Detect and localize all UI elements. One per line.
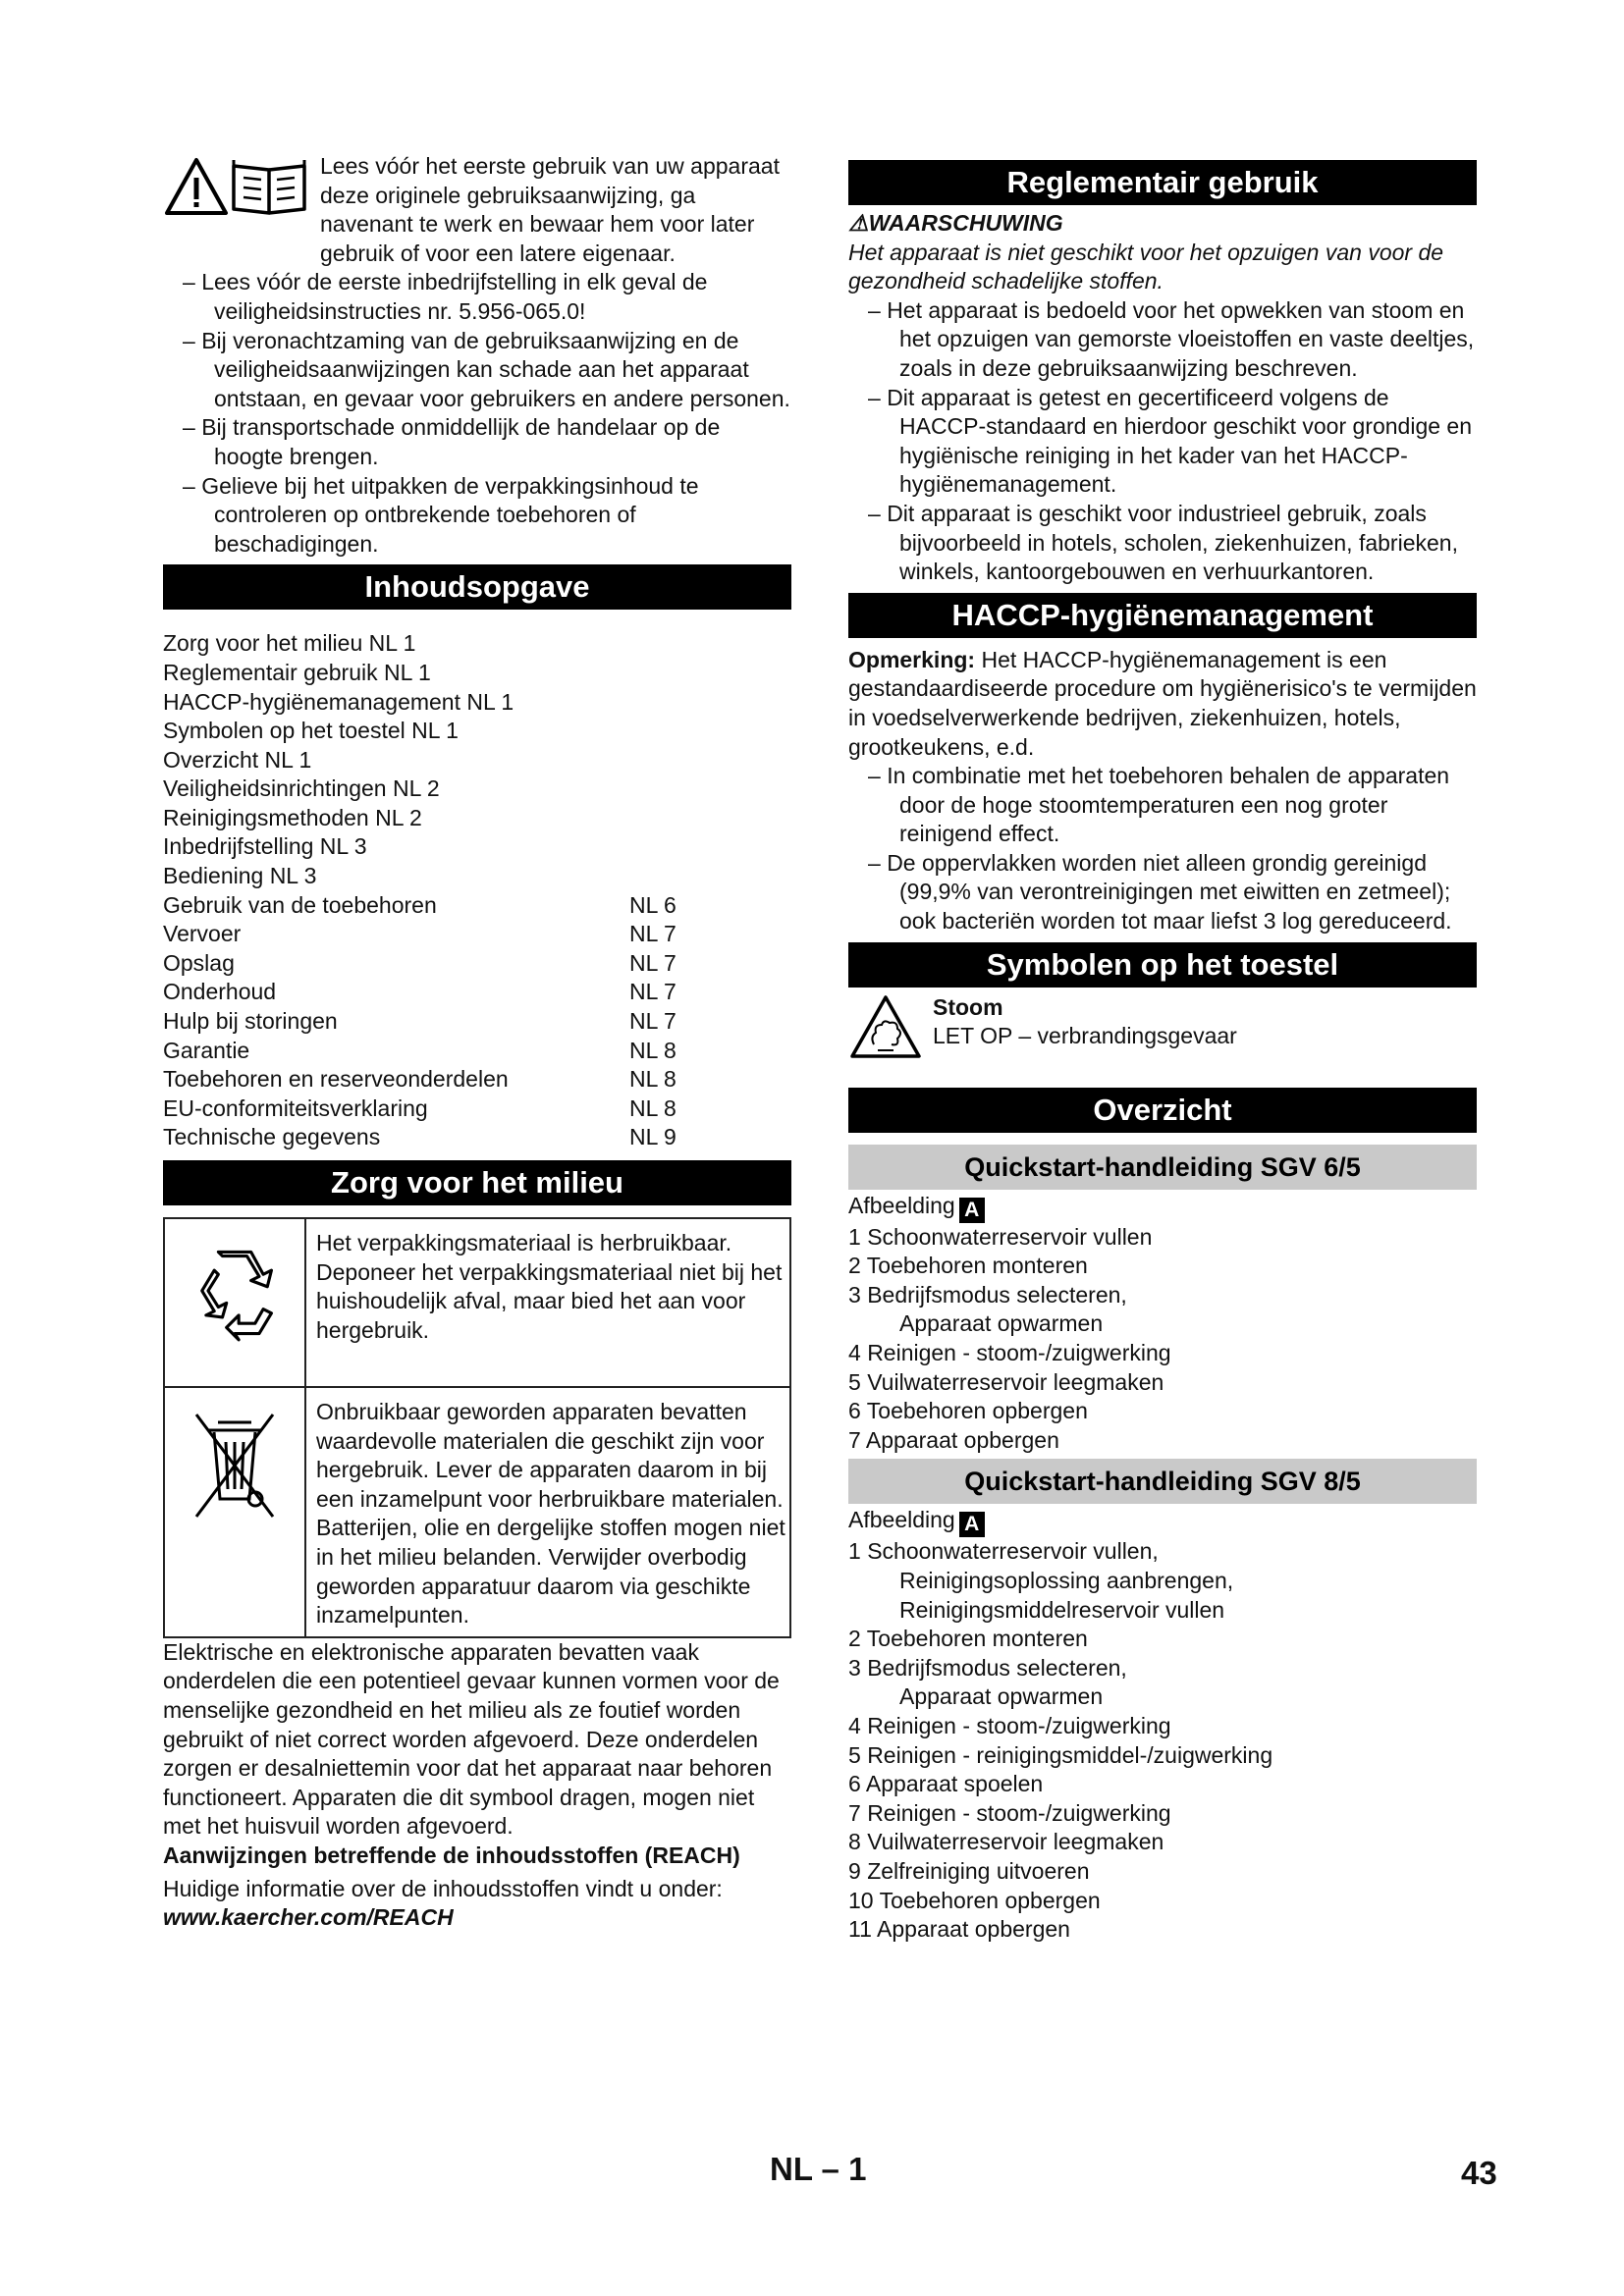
quickstart-heading-sgv-8-5: Quickstart-handleiding SGV 8/5 [848, 1459, 1477, 1504]
toc-entry[interactable]: Opslag NL 7 [163, 949, 677, 976]
page-number: 43 [1461, 2155, 1497, 2191]
list-item-sub: Reinigingsoplossing aanbrengen, [899, 1568, 1234, 1593]
intro-paragraph: Lees vóór het eerste gebruik van uw apparaat deze originele gebruiksaanwijzing, ga navenant te werk en bewaar hem voor later gebruik of voor een latere eigenaar. [320, 153, 780, 266]
footer-section-label: NL – 1 [770, 2151, 867, 2187]
list-item: 2 Toebehoren monteren [848, 1626, 1088, 1652]
list-item: 1 Schoonwaterreservoir vullen, [848, 1538, 1159, 1565]
intro-bullet: – Lees vóór de eerste inbedrijfstelling in elk geval de veiligheidsinstructies nr. 5.956-065.0! [183, 269, 708, 324]
stoom-text: LET OP – verbrandingsgevaar [933, 1023, 1237, 1049]
intro-bullet: – Bij veronachtzaming van de gebruiksaanwijzing en de veiligheidsaanwijzingen kan schade aan het apparaat ontstaan, en gevaar voor gebruikers en andere personen. [183, 327, 790, 411]
list-item: 6 Apparaat spoelen [848, 1771, 1044, 1797]
warning-text: Het apparaat is niet geschikt voor het opzuigen van voor de gezondheid schadelijke stoffen. [848, 239, 1444, 294]
environment-heading: Zorg voor het milieu [163, 1160, 791, 1205]
symbols-heading: Symbolen op het toestel [848, 942, 1477, 988]
list-item: 11 Apparaat opbergen [848, 1916, 1070, 1943]
list-item: 8 Vuilwaterreservoir leegmaken [848, 1829, 1164, 1855]
list-item: 7 Reinigen - stoom-/zuigwerking [848, 1799, 1171, 1826]
toc-entry[interactable]: HACCP-hygiënemanagement NL 1 [163, 688, 514, 715]
recycle-icon [184, 1242, 286, 1344]
list-item: 6 Toebehoren opbergen [848, 1398, 1088, 1424]
reglementair-bullet: – Het apparaat is bedoeld voor het opwekken van stoom en het opzuigen van gemorste vloeistoffen en vaste deeltjes, zoals in deze gebruiksaanwijzing beschreven. [868, 296, 1475, 381]
toc-entry[interactable]: Hulp bij storingen NL 7 [163, 1008, 677, 1035]
list-item: 10 Toebehoren opbergen [848, 1887, 1101, 1913]
intro-bullet: – Bij transportschade onmiddellijk de handelaar op de hoogte brengen. [183, 414, 721, 469]
toc-entry[interactable]: Inbedrijfstelling NL 3 [163, 833, 367, 860]
toc-entry[interactable]: Technische gegevens NL 9 [163, 1124, 677, 1150]
reach-text: Huidige informatie over de inhoudsstoffen vindt u onder: [163, 1875, 723, 1901]
list-item-sub: Reinigingsmiddelreservoir vullen [899, 1596, 1225, 1623]
right-column [848, 152, 1477, 1945]
quickstart-steps-sgv-6-5 [848, 1223, 1477, 1456]
figure-reference: Afbeelding A [848, 1192, 1477, 1223]
reglementair-bullet: – Dit apparaat is getest en gecertificeerd volgens de HACCP-standaard en hierdoor geschikt voor grondige en hygiënische reiniging in het kader van het HACCP-hygiënemanagement. [868, 384, 1472, 498]
figure-a-badge: A [959, 1512, 985, 1537]
list-item: 3 Bedrijfsmodus selecteren, [848, 1654, 1127, 1681]
toc-entry[interactable]: Onderhoud NL 7 [163, 979, 677, 1005]
intro-section [163, 152, 791, 559]
haccp-bullet: – De oppervlakken worden niet alleen grondig gereinigd (99,9% van verontreinigingen met eiwitten en zetmeel); ook bacteriën worden tot maar liefst 3 log gereduceerd. [868, 849, 1452, 934]
list-item: 3 Bedrijfsmodus selecteren, [848, 1281, 1127, 1308]
reglementair-bullet: – Dit apparaat is geschikt voor industrieel gebruik, zoals bijvoorbeeld in hotels, scholen, ziekenhuizen, fabrieken, winkels, kantoorgebouwen en verhuurkantoren. [868, 500, 1458, 585]
figure-reference: Afbeelding A [848, 1506, 1477, 1537]
toc-entry[interactable]: Veiligheidsinrichtingen NL 2 [163, 775, 440, 802]
toc-entry[interactable]: Garantie NL 8 [163, 1037, 677, 1063]
toc-entry[interactable]: Symbolen op het toestel NL 1 [163, 718, 459, 744]
crossed-bin-icon [190, 1409, 279, 1526]
overview-heading: Overzicht [848, 1088, 1477, 1133]
haccp-note: Opmerking: Het HACCP-hygiënemanagement is een gestandaardiseerde procedure om hygiënerisico's te vermijden in voedselverwerkende bedrijven, ziekenhuizen, hotels, grootkeukens, e.d. [848, 646, 1477, 760]
toc-list [163, 629, 791, 1152]
toc-entry[interactable]: EU-conformiteitsverklaring NL 8 [163, 1095, 677, 1121]
reach-heading: Aanwijzingen betreffende de inhoudsstoffen (REACH) [163, 1842, 740, 1868]
steam-warning-icon [848, 993, 923, 1060]
disposal-text: Onbruikbaar geworden apparaten bevatten waardevolle materialen die geschikt zijn voor hergebruik. Lever de apparaten daarom in bij een inzamelpunt voor herbruikbare materialen. Batterijen, olie en dergelijke stoffen mogen niet in het milieu belanden. Verwijder overbodig geworden apparatuur daarom via geschikte inzamelpunten. [305, 1387, 790, 1637]
list-item: 7 Apparaat opbergen [848, 1426, 1059, 1453]
list-item: 2 Toebehoren monteren [848, 1253, 1088, 1279]
list-item: 5 Vuilwaterreservoir leegmaken [848, 1368, 1164, 1395]
toc-entry[interactable]: Reinigingsmethoden NL 2 [163, 804, 422, 830]
left-column [163, 152, 791, 1933]
warning-icon [167, 160, 226, 213]
haccp-heading: HACCP-hygiënemanagement [848, 593, 1477, 638]
figure-a-badge: A [959, 1198, 985, 1223]
list-item: 5 Reinigen - reinigingsmiddel-/zuigwerking [848, 1741, 1273, 1768]
list-item: 4 Reinigen - stoom-/zuigwerking [848, 1712, 1171, 1738]
quickstart-steps-sgv-8-5 [848, 1537, 1477, 1944]
toc-entry[interactable]: Bediening NL 3 [163, 863, 317, 889]
quickstart-heading-sgv-6-5: Quickstart-handleiding SGV 6/5 [848, 1145, 1477, 1190]
toc-entry[interactable]: Vervoer NL 7 [163, 921, 677, 947]
toc-entry[interactable]: Toebehoren en reserveonderdelen NL 8 [163, 1066, 677, 1093]
list-item: 1 Schoonwaterreservoir vullen [848, 1223, 1153, 1250]
stoom-symbol-row [848, 993, 1477, 1060]
manual-book-icon [234, 160, 304, 213]
electronics-text: Elektrische en elektronische apparaten bevatten vaak onderdelen die een potentieel gevaar kunnen vormen voor de menselijke gezondheid en het milieu als ze foutief worden gebruikt of niet correct worden afgevoerd. Deze onderdelen zorgen er desalniettemin voor dat het apparaat naar behoren functioneert. Apparaten die dit symbool dragen, mogen niet met het huisvuil worden afgevoerd. [163, 1638, 780, 1840]
reglementair-heading: Reglementair gebruik [848, 160, 1477, 205]
recycle-text: Het verpakkingsmateriaal is herbruikbaar. Deponeer het verpakkingsmateriaal niet bij het huishoudelijk afval, maar bied het aan voor hergebruik. [305, 1218, 790, 1387]
list-item: 4 Reinigen - stoom-/zuigwerking [848, 1340, 1171, 1366]
warning-manual-icons [165, 156, 312, 217]
list-item-sub: Apparaat opwarmen [899, 1310, 1104, 1337]
intro-bullet: – Gelieve bij het uitpakken de verpakkingsinhoud te controleren op ontbrekende toebehoren of beschadigingen. [183, 472, 699, 557]
toc-entry[interactable]: Overzicht NL 1 [163, 746, 312, 773]
toc-entry[interactable]: Zorg voor het milieu NL 1 [163, 630, 416, 657]
stoom-label: Stoom [933, 993, 1003, 1020]
list-item: 9 Zelfreiniging uitvoeren [848, 1857, 1090, 1884]
haccp-bullet: – In combinatie met het toebehoren behalen de apparaten door de hoge stoomtemperaturen een nog groter reinigend effect. [868, 763, 1450, 847]
environment-table [163, 1217, 791, 1638]
reach-link[interactable]: www.kaercher.com/REACH [163, 1904, 454, 1931]
toc-entry[interactable]: Reglementair gebruik NL 1 [163, 659, 431, 685]
list-item-sub: Apparaat opwarmen [899, 1683, 1104, 1710]
toc-entry[interactable]: Gebruik van de toebehoren NL 6 [163, 891, 677, 918]
warning-label: ⚠WAARSCHUWING [848, 210, 1063, 236]
toc-heading: Inhoudsopgave [163, 564, 791, 610]
